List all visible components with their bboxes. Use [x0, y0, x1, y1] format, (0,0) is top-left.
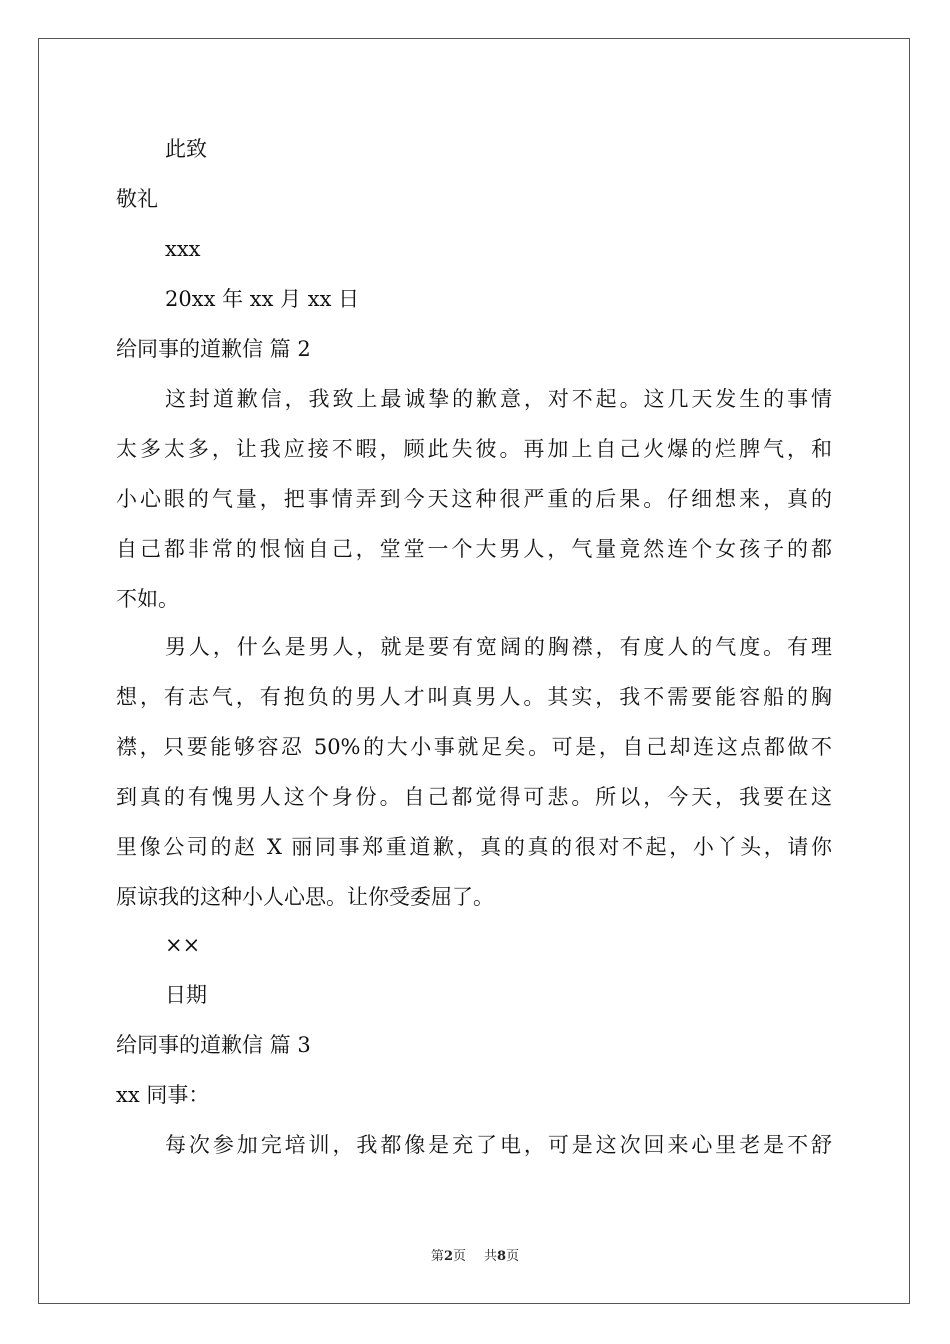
letter2-p1-line: 不如。 — [116, 587, 179, 611]
letter2-date: 日期 — [165, 983, 207, 1007]
letter3-p1-line: 每次参加完培训，我都像是充了电，可是这次回来心里老是不舒 — [165, 1133, 832, 1157]
letter2-p2-line: 男人，什么是男人，就是要有宽阔的胸襟，有度人的气度。有理 — [165, 635, 832, 659]
page-footer — [0, 1248, 950, 1266]
footer-page-prefix: 第 — [430, 1249, 444, 1264]
letter2-p1-line: 小心眼的气量，把事情弄到今天这种很严重的后果。仔细想来，真的 — [116, 487, 832, 511]
footer-total-number: 8 — [497, 1249, 507, 1264]
letter2-p2-line: 到真的有愧男人这个身份。自己都觉得可悲。所以，今天，我要在这 — [116, 785, 832, 809]
letter3-greeting: xx 同事： — [116, 1083, 210, 1107]
footer-page-number: 2 — [443, 1249, 453, 1264]
letter2-p1-line: 太多太多，让我应接不暇，顾此失彼。再加上自己火爆的烂脾气，和 — [116, 437, 832, 461]
letter2-heading: 给同事的道歉信 篇 2 — [116, 337, 311, 361]
page-frame — [38, 38, 910, 1304]
footer-total-prefix: 共 — [484, 1249, 498, 1264]
letter2-p2-line: 襟，只要能够容忍 50%的大小事就足矣。可是，自己却连这点都做不 — [116, 735, 832, 759]
closing-respect: 敬礼 — [116, 187, 158, 211]
closing-signer: xxx — [165, 237, 201, 261]
letter2-p2-line: 里像公司的赵 X 丽同事郑重道歉，真的真的很对不起，小丫头，请你 — [116, 835, 832, 859]
closing-salutation: 此致 — [165, 137, 207, 161]
letter2-p1-line: 这封道歉信，我致上最诚挚的歉意，对不起。这几天发生的事情 — [165, 387, 832, 411]
letter2-p2-line: 原谅我的这种小人心思。让你受委屈了。 — [116, 885, 494, 909]
footer-page-suffix: 页 — [452, 1249, 466, 1264]
closing-date: 20xx 年 xx 月 xx 日 — [165, 287, 360, 311]
letter2-p2-line: 想，有志气，有抱负的男人才叫真男人。其实，我不需要能容船的胸 — [116, 685, 832, 709]
letter2-p1-line: 自己都非常的恨恼自己，堂堂一个大男人，气量竟然连个女孩子的都 — [116, 537, 832, 561]
footer-total-suffix: 页 — [506, 1249, 520, 1264]
letter3-heading: 给同事的道歉信 篇 3 — [116, 1033, 311, 1057]
letter2-signer: ×× — [165, 933, 201, 957]
